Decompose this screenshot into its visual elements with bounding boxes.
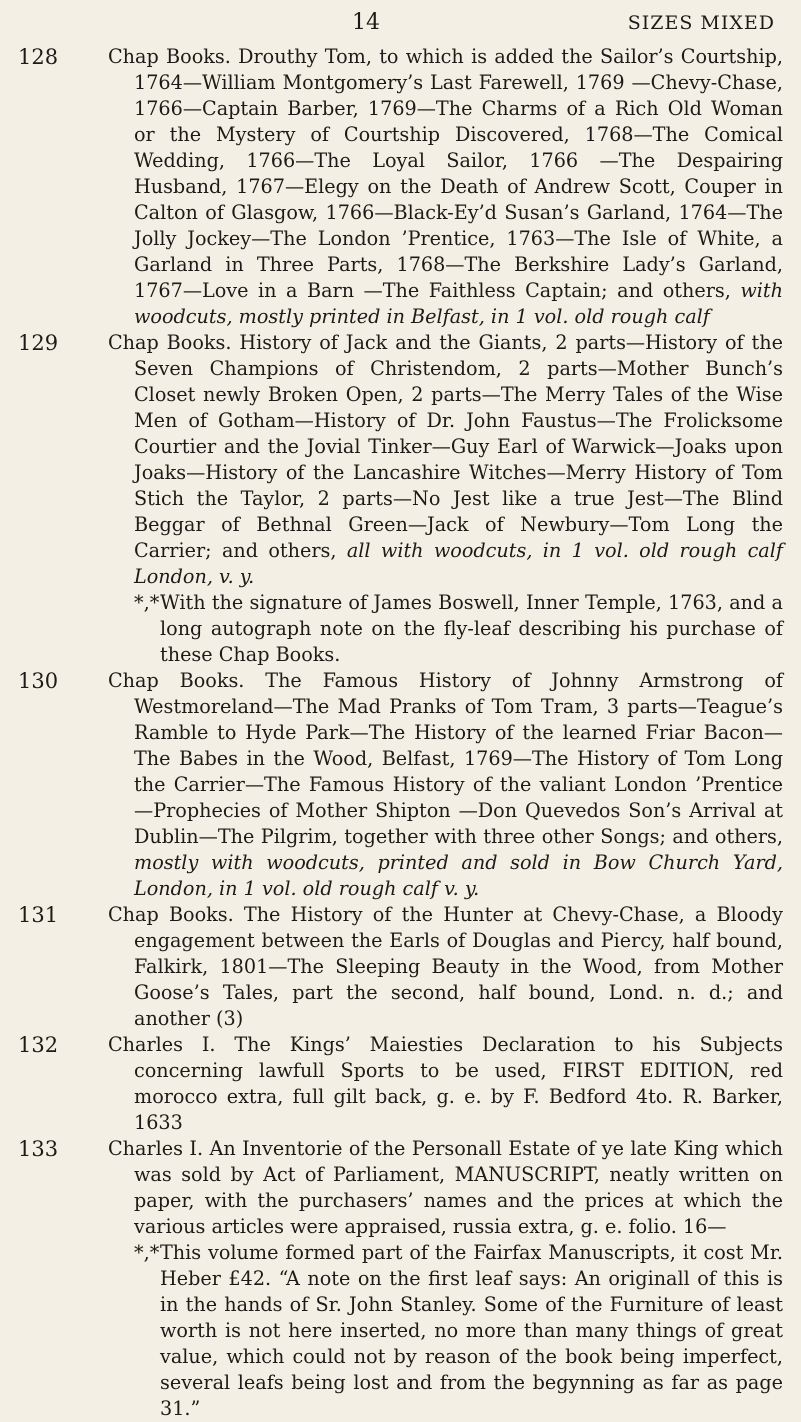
entry-description xyxy=(108,902,783,1032)
page-number: 14 xyxy=(352,10,380,35)
entry-text: Chap Books. History of Jack and the Giants, 2 parts—History of the Seven Champions of Christendom, 2 parts—Mother Bunch’s Closet newly Broken Open, 2 parts—The Merry Tales of the Wise Men of Gotham—History of Dr. John Faustus—The Frolicksome Courtier and the Jovial Tinker—Guy Earl of Warwick—Joaks upon Joaks—History of the Lancashire Witches—Merry History of Tom Stich the Taylor, 2 parts—No Jest like a true Jest—The Blind Beggar of Bethnal Green—Jack of Newbury—Tom Long the Carrier; and others, xyxy=(108,331,783,562)
entry-text: Chap Books. The History of the Hunter at Chevy-Chase, a Bloody engagement between the Earls of Douglas and Piercy, half bound, Falkirk, 1801—The Sleeping Beauty in the Wood, from Mother Goose’s Tales, part the second, half bound, Lond. n. d.; and another (3) xyxy=(108,903,783,1030)
entry-italic: with woodcuts, mostly printed in Belfast, in 1 vol. old rough calf xyxy=(134,279,783,328)
entry-note xyxy=(108,1240,783,1422)
asterism-mark: *,* xyxy=(134,1241,160,1264)
entry-description xyxy=(108,1032,783,1136)
entry-text: Chap Books. Drouthy Tom, to which is added the Sailor’s Courtship, 1764—William Montgomery’s Last Farewell, 1769 —Chevy-Chase, 1766—Captain Barber, 1769—The Charms of a Rich Old Woman or the Mystery of Courtship Discovered, 1768—The Comical Wedding, 1766—The Loyal Sailor, 1766 —The Despairing Husband, 1767—Elegy on the Death of Andrew Scott, Couper in Calton of Glasgow, 1766—Black-Ey’d Susan’s Garland, 1764—The Jolly Jockey—The London ’Prentice, 1763—The Isle of White, a Garland in Three Parts, 1768—The Berkshire Lady’s Garland, 1767—Love in a Barn —The Faithless Captain; and others, xyxy=(108,45,783,302)
catalogue-entry-131 xyxy=(0,902,801,1032)
lot-number: 128 xyxy=(18,45,59,69)
catalogue-entry-128 xyxy=(0,44,801,330)
catalogue-entries xyxy=(0,44,801,1422)
entry-description xyxy=(108,1136,783,1240)
lot-number: 130 xyxy=(18,669,59,693)
asterism-mark: *,* xyxy=(134,591,160,614)
lot-number: 129 xyxy=(18,331,59,355)
running-head: SIZES MIXED xyxy=(627,12,775,34)
catalogue-entry-132 xyxy=(0,1032,801,1136)
entry-description xyxy=(108,44,783,330)
entry-description xyxy=(108,330,783,590)
lot-number: 131 xyxy=(18,903,59,927)
entry-text: Charles I. The Kings’ Maiesties Declaration to his Subjects concerning lawfull Sports to be used, FIRST EDITION, red morocco extra, full gilt back, g. e. by F. Bedford 4to. R. Barker, 1633 xyxy=(108,1033,783,1134)
lot-number: 132 xyxy=(18,1033,59,1057)
entry-note xyxy=(108,590,783,668)
catalogue-entry-130 xyxy=(0,668,801,902)
catalogue-entry-133 xyxy=(0,1136,801,1422)
catalogue-entry-129 xyxy=(0,330,801,668)
entry-description xyxy=(108,668,783,902)
entry-italic: all with woodcuts, in 1 vol. old rough calf London, v. y. xyxy=(134,539,783,588)
note-text: With the signature of James Boswell, Inner Temple, 1763, and a long autograph note on the fly-leaf describing his purchase of these Chap Books. xyxy=(160,591,783,666)
entry-text: Chap Books. The Famous History of Johnny Armstrong of Westmoreland—The Mad Pranks of Tom Tram, 3 parts—Teague’s Ramble to Hyde Park—The History of the learned Friar Bacon—The Babes in the Wood, Belfast, 1769—The History of Tom Long the Carrier—The Famous History of the valiant London ’Prentice—Prophecies of Mother Shipton —Don Quevedos Son’s Arrival at Dublin—The Pilgrim, together with three other Songs; and others, xyxy=(108,669,783,848)
entry-italic: mostly with woodcuts, printed and sold in Bow Church Yard, London, in 1 vol. old rough calf v. y. xyxy=(134,851,783,900)
lot-number: 133 xyxy=(18,1137,59,1161)
note-text: This volume formed part of the Fairfax Manuscripts, it cost Mr. Heber £42. “A note on the first leaf says: An originall of this is in the hands of Sr. John Stanley. Some of the Furniture of least worth is not here inserted, no more than many things of great value, which could not by reason of the book being imperfect, several leafs being lost and from the begynning as far as page 31.” xyxy=(160,1241,783,1420)
page-header xyxy=(0,4,801,38)
entry-text: Charles I. An Inventorie of the Personall Estate of ye late King which was sold by Act of Parliament, MANUSCRIPT, neatly written on paper, with the purchasers’ names and the prices at which the various articles were appraised, russia extra, g. e. folio. 16— xyxy=(108,1137,783,1238)
